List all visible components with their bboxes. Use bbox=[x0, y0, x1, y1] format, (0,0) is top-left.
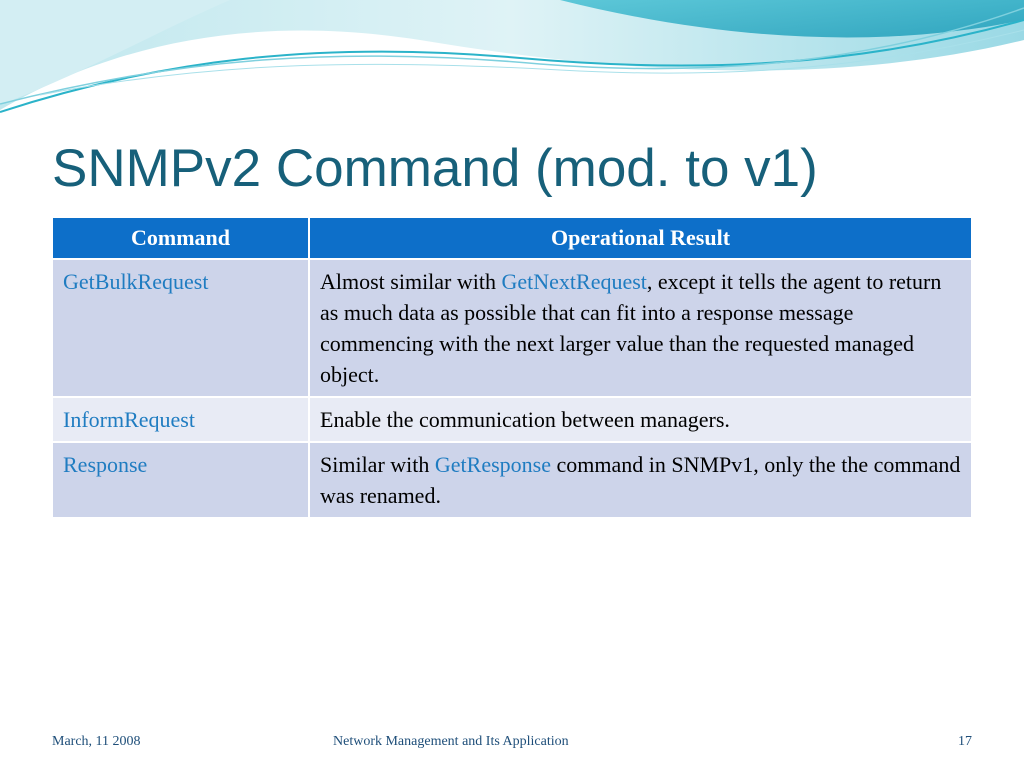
result-text: Enable the communication between managers. bbox=[320, 407, 730, 432]
header-wave-decoration bbox=[0, 0, 1024, 130]
column-header-command: Command bbox=[52, 217, 309, 259]
command-cell bbox=[52, 442, 309, 518]
table-header-row bbox=[52, 217, 972, 259]
result-text: Almost similar with bbox=[320, 269, 502, 294]
table-row bbox=[52, 259, 972, 397]
command-cell bbox=[52, 259, 309, 397]
command-cell bbox=[52, 397, 309, 442]
result-command-reference: GetResponse bbox=[434, 452, 551, 477]
slide-title: SNMPv2 Command (mod. to v1) bbox=[52, 139, 818, 198]
table-row bbox=[52, 397, 972, 442]
result-text: Similar with bbox=[320, 452, 435, 477]
result-text-continued: command in SNMPv1, only the the command was renamed. bbox=[320, 452, 961, 508]
command-name: InformRequest bbox=[63, 407, 195, 432]
result-text-continued: , except it tells the agent to return as much data as possible that can fit into a response message commencing with the next larger value than the requested managed object. bbox=[320, 269, 942, 387]
command-name: GetBulkRequest bbox=[63, 269, 209, 294]
result-cell bbox=[309, 259, 972, 397]
result-command-reference: GetNextRequest bbox=[501, 269, 647, 294]
slide-number: 17 bbox=[958, 734, 972, 749]
footer-date: March, 11 2008 bbox=[52, 734, 141, 749]
command-name: Response bbox=[63, 452, 148, 477]
column-header-operational-result: Operational Result bbox=[309, 217, 972, 259]
footer-title: Network Management and Its Application bbox=[333, 734, 569, 749]
result-cell bbox=[309, 442, 972, 518]
table-row bbox=[52, 442, 972, 518]
result-cell bbox=[309, 397, 972, 442]
command-table bbox=[51, 216, 973, 519]
